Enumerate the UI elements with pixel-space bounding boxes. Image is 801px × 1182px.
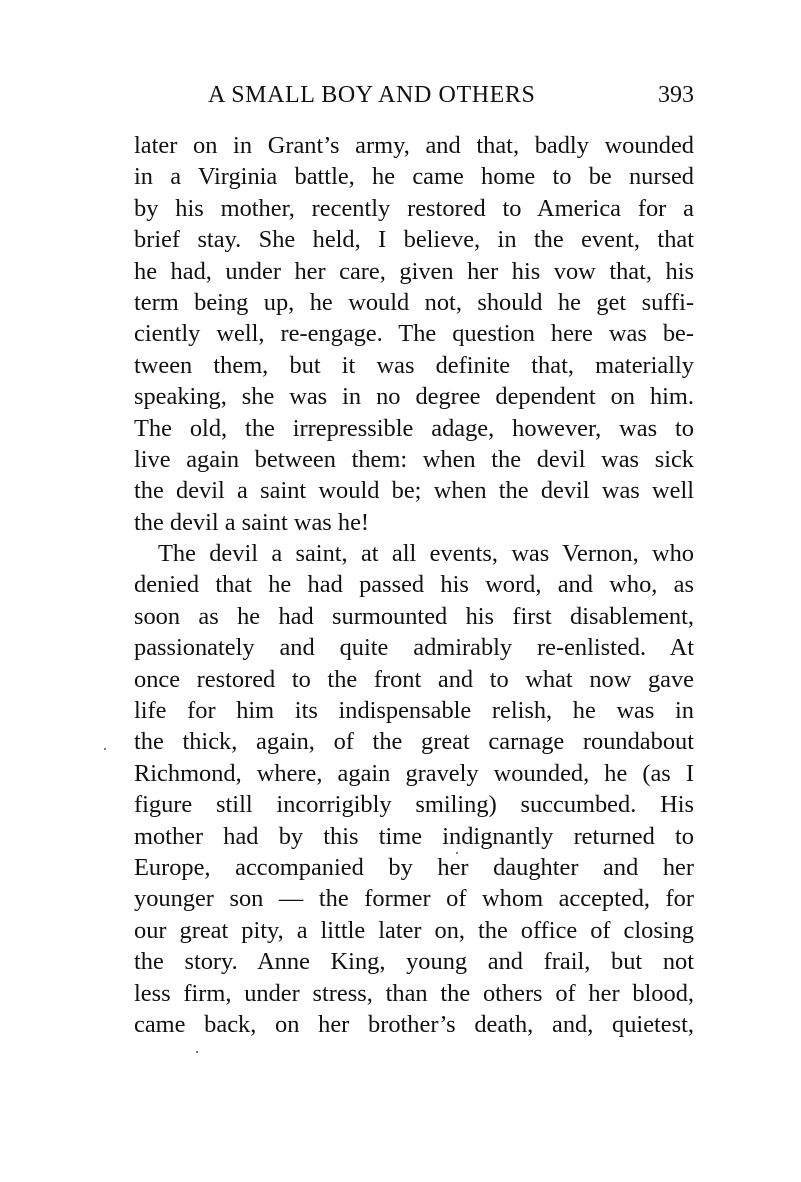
text-line: figure still incorrigibly smiling) succumbed. His [134,791,694,819]
text-line: our great pity, a little later on, the office of closing [134,916,694,944]
paragraph [134,130,694,538]
text-line: he had, under her care, given her his vow that, his [134,257,694,285]
text-line: Europe, accompanied by her daughter and her [134,853,694,881]
text-line: brief stay. She held, I believe, in the event, that [134,226,694,254]
text-line: once restored to the front and to what now gave [134,665,694,693]
text-line: The old, the irrepressible adage, however, was to [134,414,694,442]
text-line: tween them, but it was definite that, materially [134,351,694,379]
text-line: live again between them: when the devil was sick [134,445,694,473]
text-line: life for him its indispensable relish, he was in [134,697,694,725]
paragraph [134,538,694,1040]
text-line: The devil a saint, at all events, was Vernon, who [158,540,694,568]
text-line: came back, on her brother’s death, and, quietest, [134,1010,694,1038]
scan-speck [456,852,458,854]
text-line: passionately and quite admirably re-enlisted. At [134,634,694,662]
text-line: Richmond, where, again gravely wounded, he (as I [134,759,694,787]
text-line: younger son — the former of whom accepted, for [134,885,694,913]
text-line: ciently well, re-engage. The question here was be- [134,320,694,348]
text-line: denied that he had passed his word, and who, as [134,571,694,599]
body-text [134,130,694,1040]
page-number: 393 [658,82,694,108]
text-line: the devil a saint would be; when the devil was well [134,477,694,505]
text-line: soon as he had surmounted his first disablement, [134,602,694,630]
scan-speck [104,748,106,750]
text-line: term being up, he would not, should he get suffi- [134,288,694,316]
running-head [134,82,694,116]
text-line: by his mother, recently restored to America for a [134,194,694,222]
text-line: speaking, she was in no degree dependent on him. [134,383,694,411]
text-line: the devil a saint was he! [134,508,370,536]
scan-speck [196,1051,198,1053]
text-line: mother had by this time indignantly returned to [134,822,694,850]
text-line: in a Virginia battle, he came home to be nursed [134,163,694,191]
text-line: later on in Grant’s army, and that, badly wounded [134,132,694,159]
text-line: the story. Anne King, young and frail, but not [134,948,694,976]
text-line: the thick, again, of the great carnage roundabout [134,728,694,756]
running-title: A SMALL BOY AND OTHERS [208,82,536,108]
text-line: less firm, under stress, than the others of her blood, [134,979,694,1007]
